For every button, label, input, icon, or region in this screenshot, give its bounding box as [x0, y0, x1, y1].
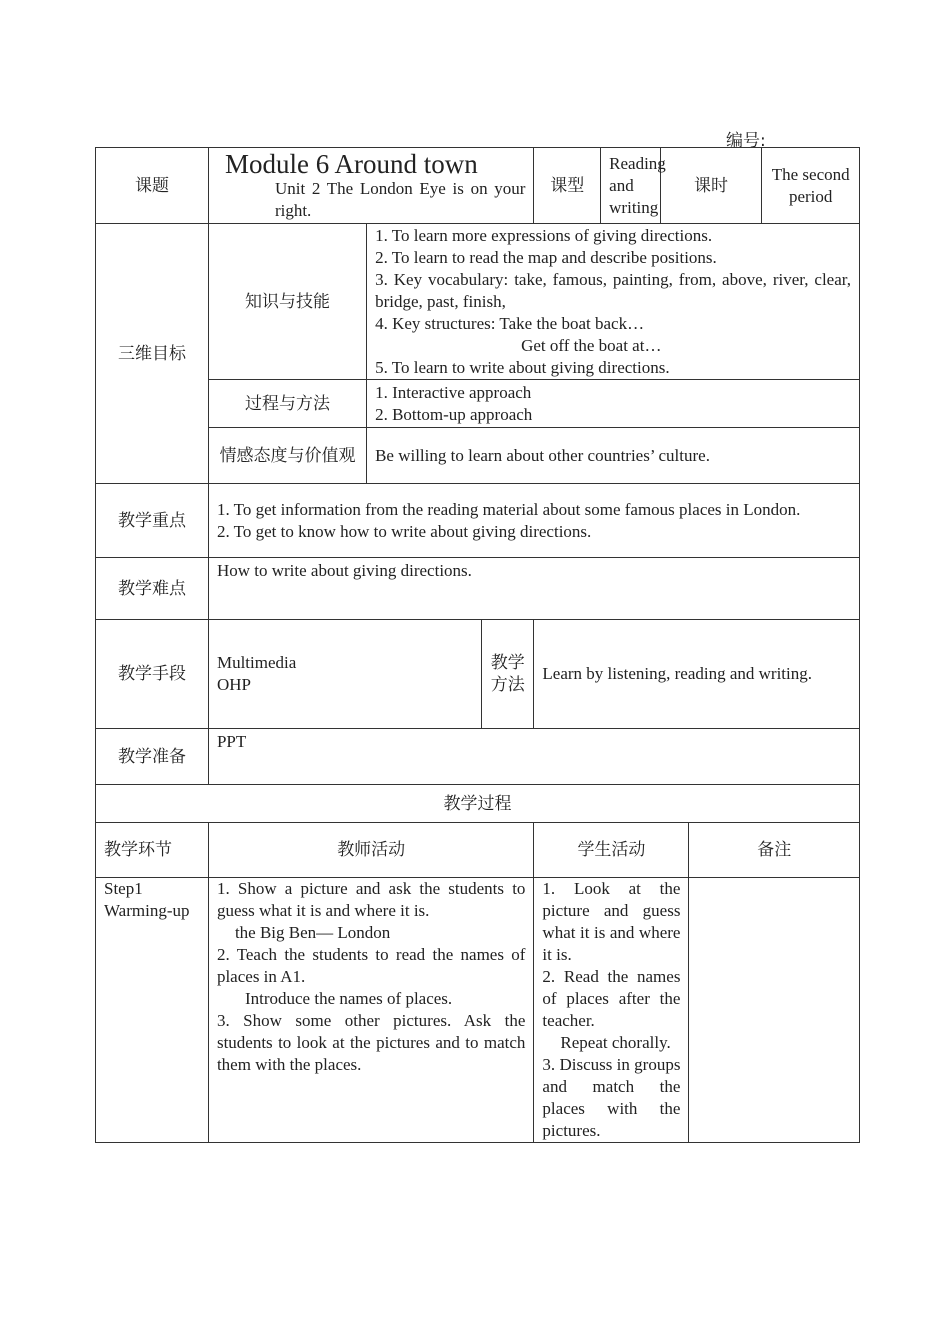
serial-number-label: 编号: [726, 131, 766, 151]
unit-title: Unit 2 The London Eye is on your right. [274, 178, 526, 220]
student-activities [534, 878, 689, 1143]
student-column-header: 学生活动 [534, 823, 689, 878]
emotion-content: Be willing to learn about other countries’ culture. [367, 428, 860, 484]
process-method-content [367, 380, 860, 428]
process-method-item: 2. Bottom-up approach [375, 404, 533, 424]
period-value: The second period [762, 148, 860, 224]
student-activity-item: 1. Look at the picture and guess what it is and where it is. [542, 879, 681, 964]
means-content [208, 620, 481, 729]
process-method-item: 1. Interactive approach [375, 382, 532, 402]
notes-cell [689, 878, 860, 1143]
key-points-content [208, 484, 859, 558]
stage-line: Warming-up [104, 901, 190, 920]
means-row [96, 620, 860, 729]
notes-column-header: 备注 [689, 823, 860, 878]
preparation-label: 教学准备 [96, 729, 209, 785]
step-row [96, 878, 860, 1143]
means-label: 教学手段 [96, 620, 209, 729]
difficulties-content: How to write about giving directions. [208, 558, 859, 620]
method-label: 教学方法 [482, 620, 534, 729]
difficulties-row [96, 558, 860, 620]
topic-cell [208, 148, 533, 224]
stage-column-header: 教学环节 [96, 823, 209, 878]
period-label: 课时 [660, 148, 762, 224]
module-title: Module 6 Around town [224, 148, 478, 179]
type-value: Reading and writing [601, 148, 661, 224]
process-header-row [96, 823, 860, 878]
student-activity-item: 2. Read the names of places after the teacher. [542, 967, 681, 1030]
emotion-row [96, 428, 860, 484]
knowledge-item: 4. Key structures: Take the boat back… [375, 313, 645, 333]
teacher-activity-item: 2. Teach the students to read the names of places in A1. [216, 945, 526, 986]
knowledge-row [96, 224, 860, 380]
header-row [96, 148, 860, 224]
student-activity-item: 3. Discuss in groups and match the places with the pictures. [542, 1055, 681, 1140]
process-title: 教学过程 [96, 785, 860, 823]
method-content: Learn by listening, reading and writing. [534, 620, 860, 729]
preparation-content: PPT [208, 729, 859, 785]
preparation-row [96, 729, 860, 785]
process-title-row [96, 785, 860, 823]
lesson-plan-table [95, 147, 860, 1143]
difficulties-label: 教学难点 [96, 558, 209, 620]
key-point-item: 2. To get to know how to write about giving directions. [216, 521, 592, 541]
key-point-item: 1. To get information from the reading material about some famous places in London. [216, 499, 801, 519]
teacher-activity-item: 3. Show some other pictures. Ask the students to look at the pictures and to match them with the places. [216, 1011, 526, 1074]
knowledge-item: 1. To learn more expressions of giving directions. [375, 225, 713, 245]
type-label: 课型 [534, 148, 601, 224]
knowledge-item: 3. Key vocabulary: take, famous, painting, from, above, river, clear, bridge, past, finish, [375, 269, 851, 311]
teacher-activity-item: 1. Show a picture and ask the students to guess what it is and where it is. [216, 879, 526, 920]
knowledge-item: 2. To learn to read the map and describe positions. [375, 247, 717, 267]
knowledge-item: Get off the boat at… [521, 335, 662, 355]
process-method-label: 过程与方法 [208, 380, 366, 428]
knowledge-item: 5. To learn to write about giving directions. [375, 357, 670, 377]
means-item: OHP [216, 675, 251, 694]
step-stage [96, 878, 209, 1143]
teacher-activity-item: the Big Ben— London [234, 923, 391, 942]
teacher-column-header: 教师活动 [208, 823, 533, 878]
knowledge-label: 知识与技能 [208, 224, 366, 380]
emotion-label: 情感态度与价值观 [208, 428, 366, 484]
means-item: Multimedia [216, 653, 297, 672]
student-activity-item: Repeat chorally. [560, 1033, 671, 1052]
stage-line: Step1 [104, 879, 143, 898]
teacher-activities [208, 878, 533, 1143]
key-points-label: 教学重点 [96, 484, 209, 558]
objectives-label: 三维目标 [96, 224, 209, 484]
key-points-row [96, 484, 860, 558]
teacher-activity-item: Introduce the names of places. [244, 989, 453, 1008]
knowledge-content [367, 224, 860, 380]
process-method-row [96, 380, 860, 428]
topic-label: 课题 [96, 148, 209, 224]
